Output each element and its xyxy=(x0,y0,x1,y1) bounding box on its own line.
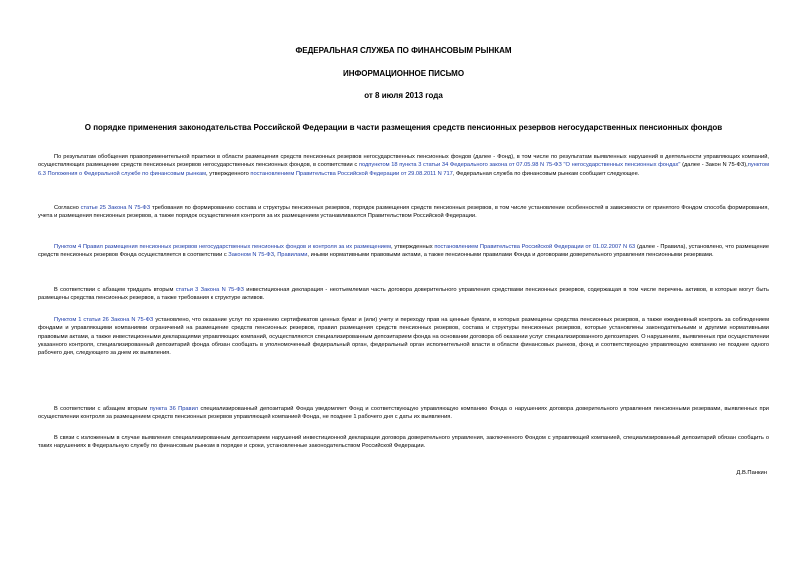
paragraph-text: , иными нормативными правовыми актами, а также пенсионными правилами Фонда и договорами доверительного управления пенсионными резервами. xyxy=(307,252,714,259)
paragraph-text: , утвержденных xyxy=(390,244,435,250)
paragraph-7 xyxy=(38,434,769,451)
paragraph-3 xyxy=(38,243,769,260)
law-reference-link[interactable]: постановлением Правительства Российской Федерации от 01.02.2007 N 63 xyxy=(434,244,636,250)
paragraph-2 xyxy=(38,204,769,221)
agency-heading: ФЕДЕРАЛЬНАЯ СЛУЖБА ПО ФИНАНСОВЫМ РЫНКАМ xyxy=(295,46,512,55)
document-date: от 8 июля 2013 года xyxy=(364,91,443,100)
law-reference-link[interactable]: пункта 36 Правил xyxy=(149,406,199,412)
law-reference-link[interactable]: подпунктом 18 пункта 3 статьи 34 Федерального закона от 07.05.98 N 75-ФЗ "О негосударственных пенсионных фондах" xyxy=(358,162,681,169)
paragraph-text: специализированный депозитарий Фонда уведомляет Фонд и соответствующую управляющую компанию Фонда о нарушениях договора доверительного управления пенсионными резервами, выявленных при осуществлении контроля за размещением средств пенсионных резервов управляющей компанией Фонда, не позднее 1 рабочего дня с даты их выявления. xyxy=(38,406,769,421)
paragraph-text: инвестиционная декларация - неотъемлемая часть договора доверительного управления средствами пенсионных резервов, содержащая в том числе перечень активов, в которые могут быть размещены средства пенсионных резервов, а также требования к структуре активов. xyxy=(38,287,769,302)
document-type-heading: ИНФОРМАЦИОННОЕ ПИСЬМО xyxy=(342,69,465,78)
paragraph-text: В связи с изложенным в случае выявления специализированным депозитарием нарушений инвестиционной декларации договора доверительного управления, заключенного Фондом с управляющей компанией, специализированный депозитарий обязан сообщить о таких нарушениях в Федеральную службу по финансовым рынкам в порядке и сроки, установленные законодательством Российской Федерации. xyxy=(38,435,769,450)
law-reference-link[interactable]: Правилами xyxy=(277,252,308,259)
law-reference-link[interactable]: Пунктом 1 статьи 26 Закона N 75-ФЗ xyxy=(54,317,154,323)
paragraph-6 xyxy=(38,405,769,422)
paragraph-text: По результатам обобщения правоприменительной практики в области размещения средств пенсионных резервов негосударственных пенсионных фондов (далее - Фонд), в том числе по результатам выявленных нарушений в деятельности управляющих компаний, осуществляющих размещение средств пенсионных резервов негосударственных пенсионных фондов, в соответствии с xyxy=(38,154,769,169)
law-reference-link[interactable]: статьи 3 Закона N 75-ФЗ xyxy=(175,287,244,293)
paragraph-text: , Федеральная служба по финансовым рынкам сообщает следующее. xyxy=(452,170,640,177)
paragraph-text: В соответствии с абзацем вторым xyxy=(54,406,150,412)
paragraph-1 xyxy=(38,153,769,178)
paragraph-text: , xyxy=(274,252,278,259)
paragraph-text: В соответствии с абзацем тридцать вторым xyxy=(54,287,176,293)
paragraph-text: Согласно xyxy=(54,205,81,211)
paragraph-text: требования по формированию состава и структуры пенсионных резервов, порядок размещения средств пенсионных резервов, в том числе установление особенностей в зависимости от принятого Фондом способа формирования, учета и размещения пенсионных резервов, а также порядок осуществления контроля за их размещением устанавливаются Правительством Российской Федерации. xyxy=(38,205,769,220)
law-reference-link[interactable]: статье 25 Закона N 75-ФЗ xyxy=(80,205,151,211)
document-subject: О порядке применения законодательства Российской Федерации в части размещения средств пенсионных резервов негосударственных пенсионных фондов xyxy=(84,123,723,132)
paragraph-text: установлено, что оказание услуг по хранению сертификатов ценных бумаг и (или) учету и переходу прав на ценные бумаги, в которых размещены средства пенсионных резервов, а также ежедневный контроль за соблюдением фондами и управляющими компаниями ограничений на размещение средств пенсионных резервов, правил размещения средств пенсионных резервов, состава и структуры пенсионных резервов, которые установлены законодательными и другими нормативными правовыми актами, а также инвестиционными декларациями управляющих компаний, осуществляются специализированным депозитарием фонда на основании договора об оказании услуг специализированного депозитария. О нарушениях, выявленных при осуществлении указанного контроля, специализированный депозитарий фонда обязан сообщать в уполномоченный федеральный орган, федеральный орган исполнительной власти в области финансовых рынков, фонд и соответствующую управляющую компанию не позднее одного рабочего дня, следующего за днем их выявления. xyxy=(38,317,769,357)
signature: Д.В.Панкин xyxy=(736,470,767,476)
law-reference-link[interactable]: постановлением Правительства Российской Федерации от 29.08.2011 N 717 xyxy=(250,170,453,177)
law-reference-link[interactable]: Пунктом 4 Правил размещения пенсионных резервов негосударственных пенсионных фондов и контроля за их размещением xyxy=(54,244,391,250)
paragraph-text: , утвержденного xyxy=(206,170,251,177)
paragraph-text: (далее - Правила), установлено, что размещение средств пенсионных резервов Фонда осуществляется в соответствии с xyxy=(38,244,769,259)
paragraph-5 xyxy=(38,316,769,357)
paragraph-text: (далее - Закон N 75-ФЗ), xyxy=(680,162,748,169)
paragraph-4 xyxy=(38,286,769,303)
law-reference-link[interactable]: Законом N 75-ФЗ xyxy=(228,252,275,259)
law-reference-link[interactable]: пунктом 6.3 Положения о Федеральной службе по финансовым рынкам xyxy=(38,162,769,177)
